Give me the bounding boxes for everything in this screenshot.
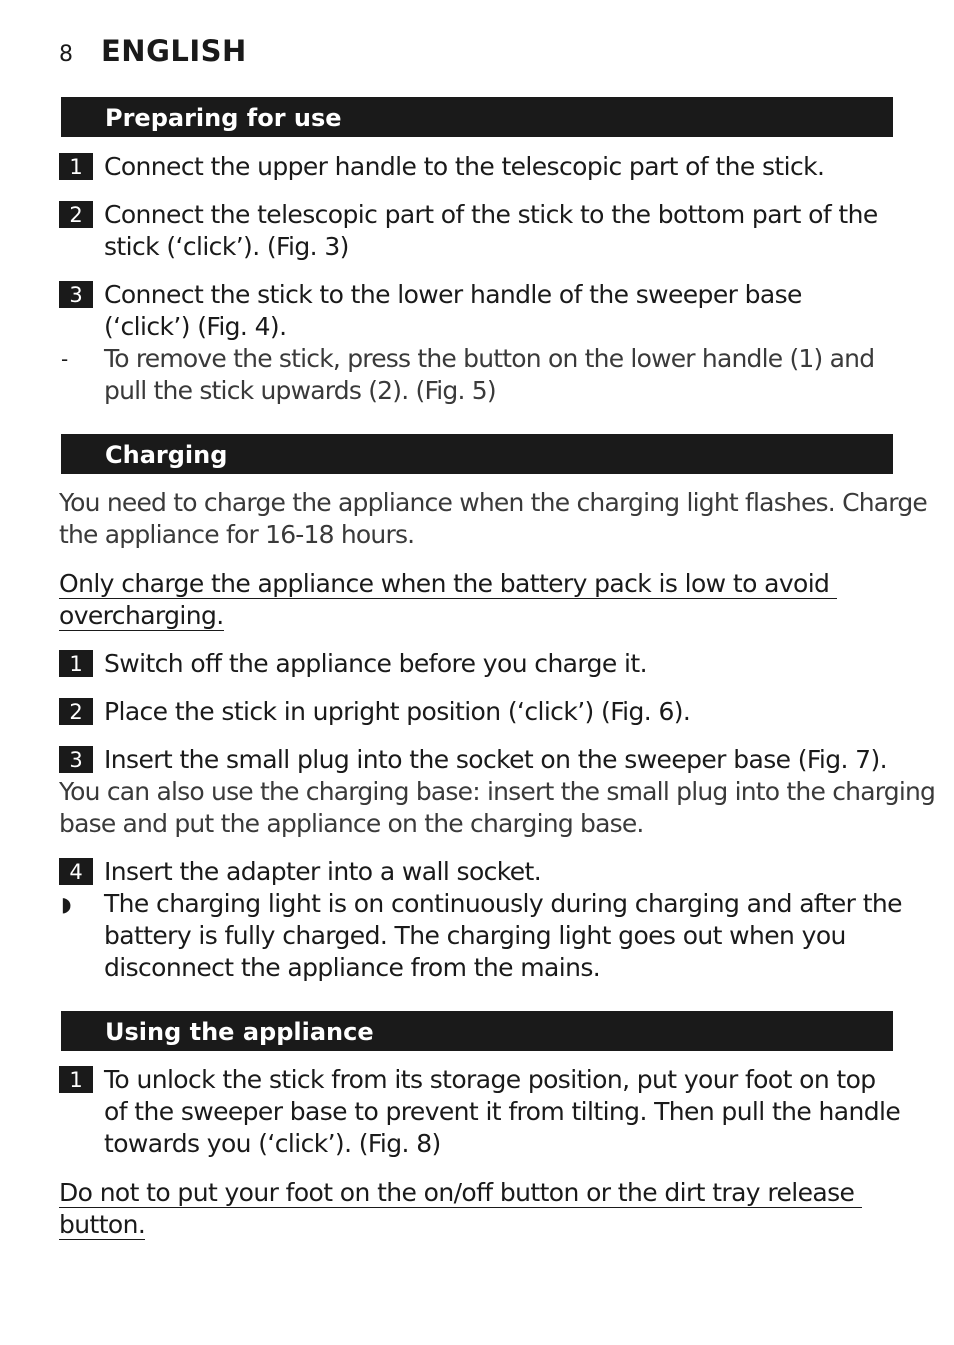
- step-number: 4: [59, 858, 93, 885]
- result-text: The charging light is on continuously during charging and after the: [104, 889, 902, 918]
- step-number: 2: [59, 698, 93, 725]
- step-number: 3: [59, 746, 93, 773]
- step-number: 1: [59, 153, 93, 180]
- step-text: To unlock the stick from its storage position, put your foot on top: [104, 1065, 876, 1094]
- warning-text: [59, 600, 224, 632]
- warning-text: [59, 568, 837, 600]
- section-heading-preparing: Preparing for use: [61, 97, 893, 137]
- step-text: Insert the adapter into a wall socket.: [104, 857, 542, 886]
- step-number: 2: [59, 201, 93, 228]
- result-text: battery is fully charged. The charging light goes out when you: [104, 921, 846, 950]
- intro-text: You need to charge the appliance when the charging light flashes. Charge: [59, 488, 927, 517]
- section-heading-charging: Charging: [61, 434, 893, 474]
- intro-text: the appliance for 16-18 hours.: [59, 520, 415, 549]
- warning-line: Only charge the appliance when the battery pack is low to avoid: [59, 569, 837, 599]
- warning-line: button.: [59, 1210, 146, 1239]
- step-text: of the sweeper base to prevent it from tilting. Then pull the handle: [104, 1097, 901, 1126]
- section-heading-using: Using the appliance: [61, 1011, 893, 1051]
- result-text: disconnect the appliance from the mains.: [104, 953, 601, 982]
- warning-line: overcharging.: [59, 601, 224, 630]
- note-text: To remove the stick, press the button on the lower handle (1) and: [104, 344, 875, 373]
- language-title: ENGLISH: [101, 34, 247, 68]
- step-text: Switch off the appliance before you charge it.: [104, 649, 647, 678]
- note-text: pull the stick upwards (2). (Fig. 5): [104, 376, 496, 405]
- step-text: Connect the telescopic part of the stick to the bottom part of the: [104, 200, 878, 229]
- step-number: 1: [59, 650, 93, 677]
- page-number: 8: [59, 42, 73, 67]
- step-extra-text: You can also use the charging base: insert the small plug into the charging: [59, 777, 936, 806]
- step-text: (‘click’) (Fig. 4).: [104, 312, 287, 341]
- step-text: towards you (‘click’). (Fig. 8): [104, 1129, 441, 1158]
- step-number: 1: [59, 1066, 93, 1093]
- step-number: 3: [59, 281, 93, 308]
- warning-text: [59, 1209, 145, 1241]
- step-text: stick (‘click’). (Fig. 3): [104, 232, 349, 261]
- dash-marker: -: [61, 347, 69, 371]
- step-text: Connect the stick to the lower handle of the sweeper base: [104, 280, 802, 309]
- warning-line: Do not to put your foot on the on/off button or the dirt tray release: [59, 1178, 862, 1208]
- result-marker-icon: ◗: [61, 892, 72, 916]
- step-text: Place the stick in upright position (‘click’) (Fig. 6).: [104, 697, 691, 726]
- step-text: Insert the small plug into the socket on the sweeper base (Fig. 7).: [104, 745, 887, 774]
- warning-text: [59, 1177, 862, 1209]
- step-extra-text: base and put the appliance on the charging base.: [59, 809, 644, 838]
- page-header: [59, 34, 247, 74]
- step-text: Connect the upper handle to the telescopic part of the stick.: [104, 152, 825, 181]
